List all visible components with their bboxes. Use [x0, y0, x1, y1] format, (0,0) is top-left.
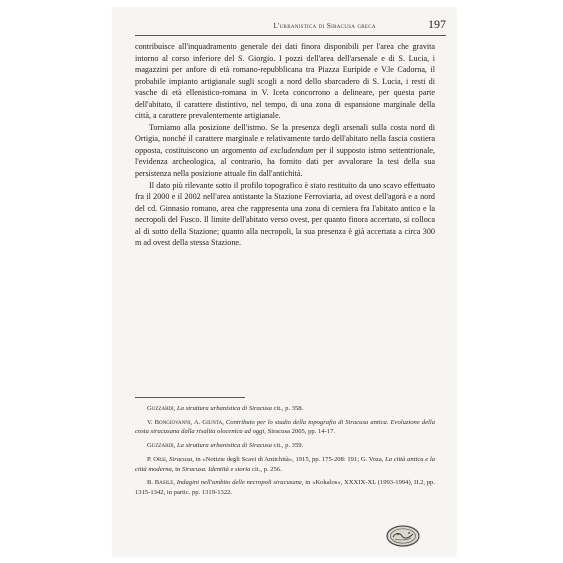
footnote-details: cit., p. 358.	[271, 405, 304, 412]
footnote-title: Siracusa. Identità e storia	[181, 465, 251, 473]
paragraph-2	[135, 122, 435, 180]
header-rule	[135, 35, 446, 36]
footnote-details: in «Notizie degli Scavi di Antichità», 1915, pp. 175-208: 191; G. Voza,	[193, 456, 384, 464]
footnote	[135, 441, 435, 450]
footnote-title: Contributo per lo studio della topografia di Siracusa antica. Evoluzione della costa siracusana dalla risalita olocenica ad oggi,	[135, 418, 435, 436]
footnote-title: Indagini nell'ambito delle necropoli siracusane,	[176, 479, 304, 487]
main-text	[135, 41, 435, 249]
paragraph-2-start: Torniamo alla posizione dell'istmo. Se la presenza degli arsenali sulla costa nord di Ortigia, nonché il carattere marginale e relativamente tardo dell'abitato nella fascia costiera opposta, costituiscono un argomento	[135, 122, 435, 155]
footnote	[135, 404, 435, 413]
footnote	[135, 418, 435, 437]
footnote	[135, 478, 435, 497]
footnote-details: cit., p. 256.	[250, 465, 282, 473]
footnote-details: in	[173, 465, 181, 473]
publisher-seal-icon	[385, 524, 421, 548]
footnote-details: Siracusa 2005, pp. 14-17.	[265, 428, 336, 436]
footnote-rule	[135, 397, 245, 398]
page-number: 197	[428, 17, 446, 31]
book-page	[113, 8, 456, 556]
footnotes	[135, 404, 435, 502]
paragraph-3: Il dato più rilevante sotto il profilo topografico è stato restituito da uno scavo effettuato fra il 2000 e il 2002 nell'area antistante la Stazione Ferroviaria, ad ovest dell'agorà e a nord del cd. Ginnasio romano, area che rappresenta una zona di cerniera fra l'abitato antico e la necropoli del Fusco. Il limite dell'abitato verso ovest, per quanto finora accertato, si colloca al di sotto della Stazione; quanto alla necropoli, la sua presenza è già accertata a circa 300 m ad ovest della stessa Stazione.	[135, 180, 435, 248]
footnote	[135, 455, 435, 474]
latin-phrase: ad excludendum	[259, 145, 314, 155]
footnote-author: P. Orsi,	[147, 456, 168, 464]
footnote-details: cit., p. 359.	[271, 442, 304, 450]
footnote-author: B. Basile,	[147, 479, 175, 487]
footnote-details: in «Kokalos», XXXIX-XL (1993-1994), II.2, pp. 1315-1342, in partic. pp. 1319-1322.	[135, 479, 435, 496]
footnote-title: Siracusa,	[169, 456, 194, 464]
footnote-title: La struttura urbanistica di Siracusa	[177, 442, 272, 450]
footnote-author: Guzzardi,	[147, 442, 176, 450]
footnote-author: Guzzardi,	[147, 405, 176, 412]
paragraph-1: contribuisce all'inquadramento generale dei dati finora disponibili per l'area che gravita intorno al corso inferiore del S. Giorgio. I pozzi dell'area dell'arsenale e di S. Lucia, i magazzini per anfore di età romano-repubblicana tra Piazza Euripide e V.le Cadorna, il probabile impianto artigianale sugli scogli a nord dello sbarcadero di S. Lucia, i resti di vasche di età ellenistico-romana in V. Iceta concorrono a delineare, per questa parte dell'abitato, il carattere distintivo, nel tempo, di una zona di espansione marginale della città, a carattere prevalentemente artigianale.	[135, 42, 435, 121]
footnote-title: La città antica e la città moderna,	[135, 456, 435, 473]
running-head: L'urbanistica di Siracusa greca	[273, 21, 376, 30]
paragraph-2-end: per il supposto istmo settentrionale, l'evidenza archeologica, al contrario, ha fornito dati per avvalorare la tesi della sua persistenza nella posizione attuale fin dall'antichità.	[135, 145, 435, 179]
footnote-author: V. Bongiovanni, A. Giunta,	[147, 418, 224, 426]
footnote-title: La struttura urbanistica di Siracusa	[177, 405, 272, 412]
